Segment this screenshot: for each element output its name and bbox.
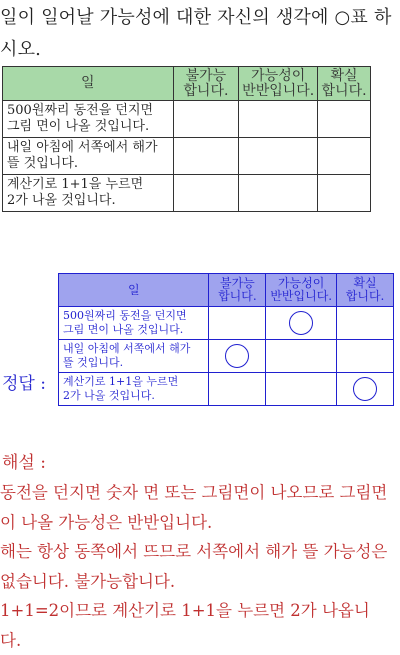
answer-label: 정답 :	[2, 369, 46, 394]
task-cell: 계산기로 1+1을 누르면 2가 나올 것입니다.	[3, 175, 174, 212]
question-table-header	[3, 67, 371, 101]
answer-cell[interactable]	[173, 138, 239, 175]
explanation-line: 없습니다. 불가능합니다.	[0, 567, 400, 597]
answer-cell	[209, 307, 266, 340]
table-row	[3, 138, 371, 175]
table-row	[59, 340, 394, 373]
answer-cell	[209, 340, 266, 373]
answer-cell[interactable]	[239, 138, 318, 175]
task-cell: 계산기로 1+1을 누르면 2가 나올 것입니다.	[59, 373, 209, 406]
answer-cell[interactable]	[173, 101, 239, 138]
circle-mark-icon	[289, 311, 313, 335]
table-row	[59, 307, 394, 340]
table-row	[3, 101, 371, 138]
answer-table	[58, 273, 394, 406]
answer-cell	[209, 373, 266, 406]
header-task: 일	[3, 67, 174, 101]
task-cell: 내일 아침에 서쪽에서 해가 뜰 것입니다.	[3, 138, 174, 175]
answer-cell	[266, 373, 337, 406]
question-text	[0, 2, 400, 66]
answer-cell[interactable]	[239, 101, 318, 138]
answer-table-header	[59, 274, 394, 307]
explanation-line: 동전을 던지면 숫자 면 또는 그림면이 나오므로 그림면	[0, 478, 400, 508]
answer-cell	[337, 340, 394, 373]
explanation-line: 다.	[0, 626, 400, 655]
header-task: 일	[59, 274, 209, 307]
answer-cell[interactable]	[318, 175, 371, 212]
task-cell: 500원짜리 동전을 던지면 그림 면이 나올 것입니다.	[59, 307, 209, 340]
question-line-1: 일이 일어날 가능성에 대한 자신의 생각에 ○표 하	[0, 2, 400, 34]
answer-cell	[266, 340, 337, 373]
explanation-line: 이 나올 가능성은 반반입니다.	[0, 508, 400, 538]
answer-cell[interactable]	[318, 138, 371, 175]
question-line-2: 시오.	[0, 34, 400, 66]
header-impossible: 불가능 합니다.	[173, 67, 239, 101]
question-table	[2, 66, 371, 212]
header-half: 가능성이 반반입니다.	[266, 274, 337, 307]
answer-cell	[337, 373, 394, 406]
explanation-title: 해설 :	[2, 448, 46, 473]
explanation-text	[0, 478, 400, 655]
task-cell: 내일 아침에 서쪽에서 해가 뜰 것입니다.	[59, 340, 209, 373]
circle-mark-icon	[353, 377, 377, 401]
explanation-line: 1+1=2이므로 계산기로 1+1을 누르면 2가 나옵니	[0, 596, 400, 626]
circle-mark-icon	[225, 344, 249, 368]
header-certain: 확실 합니다.	[337, 274, 394, 307]
header-certain: 확실 합니다.	[318, 67, 371, 101]
answer-cell	[266, 307, 337, 340]
answer-cell	[337, 307, 394, 340]
table-row	[59, 373, 394, 406]
answer-cell[interactable]	[318, 101, 371, 138]
header-half: 가능성이 반반입니다.	[239, 67, 318, 101]
task-cell: 500원짜리 동전을 던지면 그림 면이 나올 것입니다.	[3, 101, 174, 138]
table-row	[3, 175, 371, 212]
explanation-line: 해는 항상 동쪽에서 뜨므로 서쪽에서 해가 뜰 가능성은	[0, 537, 400, 567]
header-impossible: 불가능 합니다.	[209, 274, 266, 307]
answer-cell[interactable]	[239, 175, 318, 212]
answer-cell[interactable]	[173, 175, 239, 212]
